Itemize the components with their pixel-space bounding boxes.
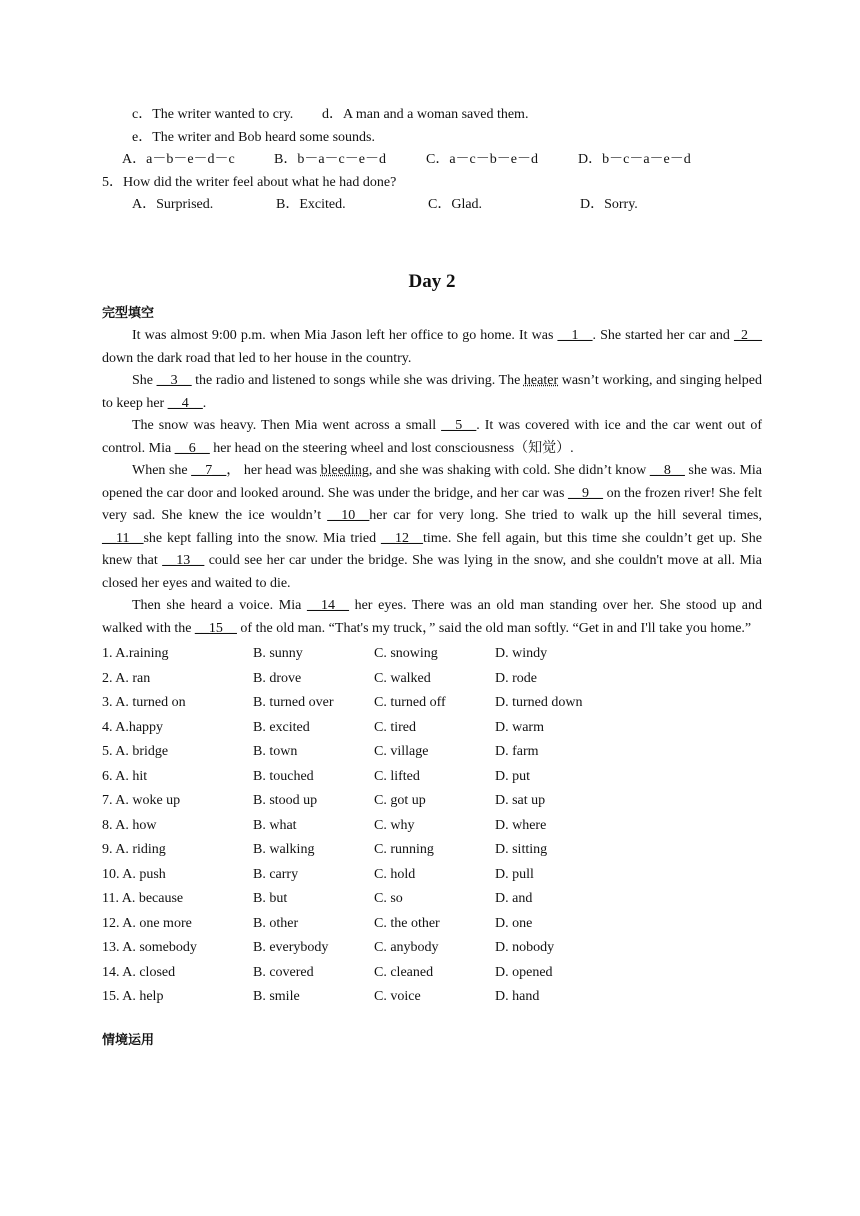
option-row: 9. A. riding B. walking C. running D. sitting	[102, 842, 548, 857]
day-title: Day 2	[408, 270, 456, 292]
q4-options	[102, 149, 762, 172]
q5-option-d: D．Sorry.	[580, 197, 638, 212]
q4-option-b: B．b－a－c－e－d	[274, 152, 386, 167]
section-situation-heading: 情境运用	[102, 1032, 155, 1048]
option-row: 13. A. somebody B. everybody C. anybody D. nobody	[102, 940, 555, 955]
prev-line-d: d．A man and a woman saved them.	[322, 107, 529, 122]
option-row: 3. A. turned on B. turned over C. turned off D. turned down	[102, 695, 583, 710]
option-row: 14. A. closed B. covered C. cleaned D. opened	[102, 964, 553, 980]
q5-stem: 5．How did the writer feel about what he had done?	[102, 174, 397, 190]
q4-option-d: D．b－c－a－e－d	[578, 152, 691, 167]
word-heater: heater	[523, 373, 559, 388]
q4-option-a: A．a－b－e－d－c	[122, 152, 235, 167]
q4-option-c: C．a－c－b－e－d	[426, 152, 538, 167]
q5-option-c: C．Glad.	[428, 197, 483, 212]
passage-paragraph-1: It was almost 9:00 p.m. when Mia Jason left her office to go home. It was __1__. She started her car and _2__ down the dark road that led to her house in the country.	[102, 328, 762, 366]
blank-8: __8__	[649, 463, 685, 478]
blank-10: __10__	[327, 508, 370, 523]
blank-12: __12__	[380, 530, 423, 546]
passage-paragraph-4: When she __7__， her head was bleeding, and she was shaking with cold. She didn’t know __8__ she was. Mia opened the car door and looked around. She was under the bridge, and her car was __9__ on the frozen river! She felt very sad. She knew the ice wouldn’t __10__her car for very long. She tried to walk up the hill several times, __11__she kept falling into the snow. Mia tried __12__time. She fell again, but this time she couldn’t get up. She knew that __13__ could see her car under the bridge. She was lying in the snow, and she couldn't move at all. Mia closed her eyes and waited to die.	[102, 463, 763, 591]
option-row: 8. A. how B. what C. why D. where	[102, 817, 547, 833]
option-row: 11. A. because B. but C. so D. and	[102, 891, 533, 906]
option-row: 7. A. woke up B. stood up C. got up D. sat up	[102, 793, 546, 808]
word-bleeding: bleeding	[320, 463, 369, 478]
passage-paragraph-2: She __3__ the radio and listened to songs while she was driving. The heater wasn’t working, and singing helped to keep her __4__.	[102, 373, 763, 411]
options-list	[102, 642, 762, 1010]
q5-options	[102, 194, 762, 217]
option-row: 6. A. hit B. touched C. lifted D. put	[102, 768, 530, 784]
prev-line-c: c．The writer wanted to cry.	[132, 107, 294, 122]
option-row: 5. A. bridge B. town C. village D. farm	[102, 744, 539, 759]
blank-2: _2__	[734, 328, 762, 343]
q5-option-a: A．Surprised.	[132, 197, 214, 212]
blank-15: __15__	[194, 620, 237, 636]
option-row: 12. A. one more B. other C. the other D. one	[102, 915, 533, 931]
blank-4: __4__	[167, 395, 203, 411]
blank-5: __5__	[441, 418, 477, 433]
prev-line-cd	[102, 104, 762, 127]
prev-line-e: e．The writer and Bob heard some sounds.	[132, 129, 375, 145]
document-page	[102, 104, 762, 1052]
blank-1: __1__	[557, 328, 593, 343]
blank-14: __14__	[306, 598, 349, 613]
blank-3: __3__	[156, 373, 192, 388]
q5-option-b: B．Excited.	[276, 197, 346, 212]
option-row: 1. A.raining B. sunny C. snowing D. windy	[102, 646, 548, 661]
passage-paragraph-3: The snow was heavy. Then Mia went across a small __5__. It was covered with ice and the car went out of control. Mia __6__ her head on the steering wheel and lost consciousness（知觉）.	[102, 418, 762, 456]
blank-9: __9__	[568, 485, 603, 501]
passage-paragraph-5: Then she heard a voice. Mia __14__ her eyes. There was an old man standing over her. She stood up and walked with the __15__ of the old man. “That's my truck，” said the old man softly. “Get in and I'll take you home.”	[102, 598, 763, 636]
section-cloze-heading: 完型填空	[102, 305, 155, 321]
option-row: 10. A. push B. carry C. hold D. pull	[102, 866, 534, 882]
option-row: 2. A. ran B. drove C. walked D. rode	[102, 670, 537, 686]
blank-13: __13__	[162, 553, 205, 568]
blank-7: __7__	[191, 463, 227, 478]
blank-6: __6__	[174, 440, 210, 456]
option-row: 4. A.happy B. excited C. tired D. warm	[102, 719, 544, 735]
option-row: 15. A. help B. smile C. voice D. hand	[102, 989, 540, 1004]
blank-11: __11__	[102, 530, 144, 546]
